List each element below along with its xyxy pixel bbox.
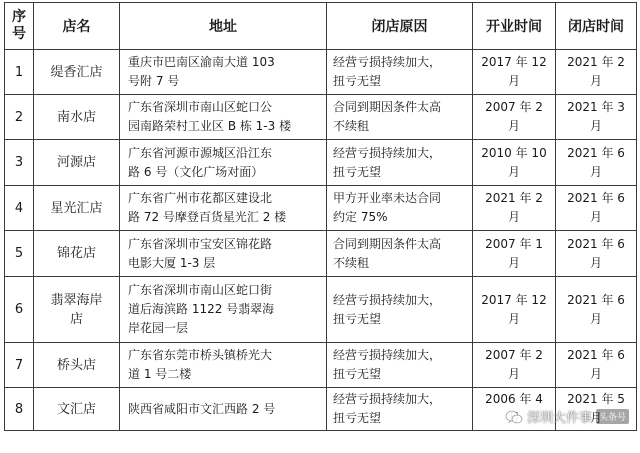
cell-address: 广东省广州市花都区建设北 路 72 号摩登百货星光汇 2 楼 — [120, 186, 327, 231]
cell-no: 8 — [5, 388, 34, 431]
cell-reason: 经营亏损持续加大， 扭亏无望 — [327, 50, 473, 95]
cell-address: 广东省深圳市南山区蛇口街 道后海滨路 1122 号翡翠海 岸花园一层 — [120, 277, 327, 343]
cell-address: 重庆市巴南区渝南大道 103 号附 7 号 — [120, 50, 327, 95]
cell-store-name: 星光汇店 — [34, 186, 120, 231]
header-close-date: 闭店时间 — [556, 3, 637, 50]
watermark-tag: 头条号 — [596, 409, 629, 424]
cell-reason: 合同到期因条件太高 不续租 — [327, 95, 473, 140]
cell-reason: 经营亏损持续加大， 扭亏无望 — [327, 277, 473, 343]
table-row — [5, 231, 637, 277]
cell-address: 广东省深圳市宝安区锦花路 电影大厦 1-3 层 — [120, 231, 327, 277]
cell-no: 6 — [5, 277, 34, 343]
table-row — [5, 50, 637, 95]
table-row — [5, 95, 637, 140]
watermark — [505, 407, 629, 426]
cell-open-date: 2007 年 1 月 — [473, 231, 556, 277]
cell-close-date: 2021 年 6 月 — [556, 277, 637, 343]
header-no: 序 号 — [5, 3, 34, 50]
cell-reason: 经营亏损持续加大， 扭亏无望 — [327, 140, 473, 186]
store-closure-document — [4, 2, 637, 431]
cell-store-name: 锦花店 — [34, 231, 120, 277]
cell-address: 广东省河源市源城区沿江东 路 6 号（文化广场对面） — [120, 140, 327, 186]
table-row — [5, 140, 637, 186]
wechat-icon — [505, 410, 523, 424]
cell-open-date: 2021 年 2 月 — [473, 186, 556, 231]
header-address: 地址 — [120, 3, 327, 50]
cell-close-date: 2021 年 2 月 — [556, 50, 637, 95]
header-reason: 闭店原因 — [327, 3, 473, 50]
cell-open-date: 2007 年 2 月 — [473, 95, 556, 140]
table-row — [5, 186, 637, 231]
cell-no: 4 — [5, 186, 34, 231]
cell-close-date: 2021 年 6 月 — [556, 186, 637, 231]
store-closure-table — [4, 2, 637, 431]
cell-reason: 经营亏损持续加大， 扭亏无望 — [327, 388, 473, 431]
header-name: 店名 — [34, 3, 120, 50]
cell-address: 广东省东莞市桥头镇桥光大 道 1 号二楼 — [120, 343, 327, 388]
cell-no: 7 — [5, 343, 34, 388]
table-header-row — [5, 3, 637, 50]
cell-store-name: 桥头店 — [34, 343, 120, 388]
cell-reason: 甲方开业率未达合同 约定 75% — [327, 186, 473, 231]
cell-no: 3 — [5, 140, 34, 186]
cell-store-name: 河源店 — [34, 140, 120, 186]
cell-open-date: 2010 年 10 月 — [473, 140, 556, 186]
cell-store-name: 文汇店 — [34, 388, 120, 431]
cell-address: 陕西省咸阳市文汇西路 2 号 — [120, 388, 327, 431]
cell-store-name: 缇香汇店 — [34, 50, 120, 95]
table-row — [5, 343, 637, 388]
cell-close-date: 2021 年 5 月 — [556, 388, 637, 431]
cell-close-date: 2021 年 6 月 — [556, 343, 637, 388]
cell-open-date: 2017 年 12 月 — [473, 50, 556, 95]
cell-reason: 经营亏损持续加大， 扭亏无望 — [327, 343, 473, 388]
cell-open-date: 2006 年 4 — [473, 388, 556, 431]
cell-no: 5 — [5, 231, 34, 277]
cell-no: 1 — [5, 50, 34, 95]
cell-reason: 合同到期因条件太高 不续租 — [327, 231, 473, 277]
cell-close-date: 2021 年 6 月 — [556, 231, 637, 277]
cell-close-date: 2021 年 6 月 — [556, 140, 637, 186]
cell-open-date: 2007 年 2 月 — [473, 343, 556, 388]
header-open-date: 开业时间 — [473, 3, 556, 50]
cell-no: 2 — [5, 95, 34, 140]
cell-address: 广东省深圳市南山区蛇口公 园南路荣村工业区 B 栋 1-3 楼 — [120, 95, 327, 140]
cell-store-name: 南水店 — [34, 95, 120, 140]
cell-close-date: 2021 年 3 月 — [556, 95, 637, 140]
table-row — [5, 277, 637, 343]
watermark-text: 深圳大件事 — [526, 411, 592, 426]
cell-store-name: 翡翠海岸 店 — [34, 277, 120, 343]
cell-open-date: 2017 年 12 月 — [473, 277, 556, 343]
